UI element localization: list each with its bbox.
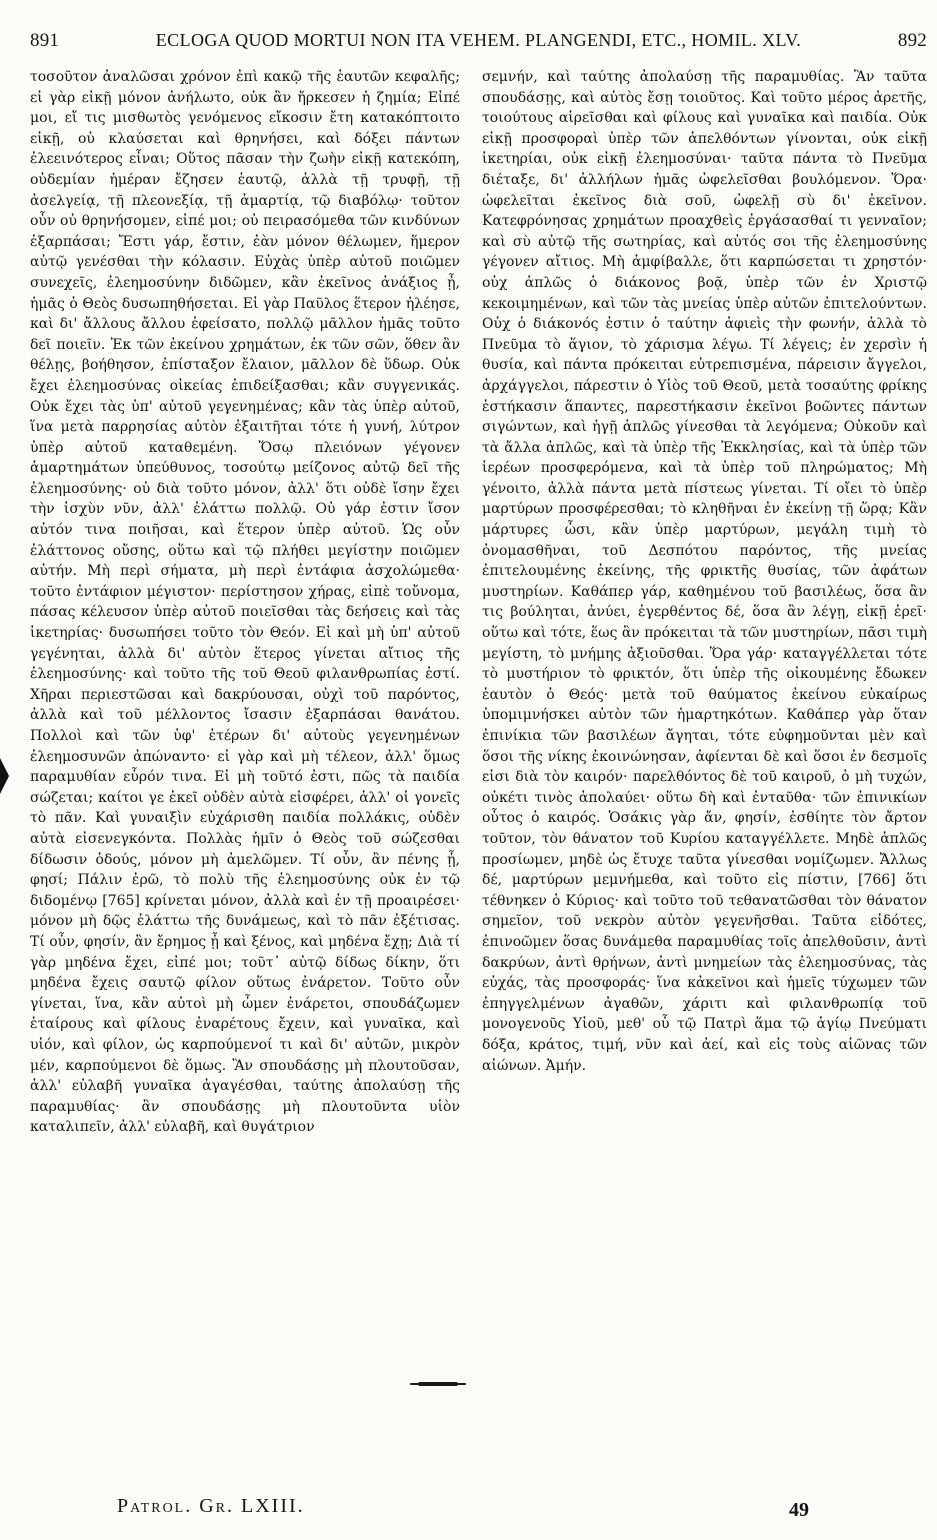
column-right-text: σεμνήν, καὶ ταύτης ἀπολαύσῃ τῆς παραμυθίας. Ἂν ταῦτα σπουδάσῃς, καὶ αὐτὸς ἔσῃ τοιοῦτος. Καὶ τοῦτο μέρος ἀρετῆς, τοιούτους αἱρεῖσθαι καὶ φίλους καὶ γυναῖκα καὶ παιδία. Οὐκ εἰκῇ προσφοραὶ ὑπὲρ τῶν ἀπελθόντων γίνονται, οὐκ εἰκῇ ἱκετηρίαι, οὐκ εἰκῇ ἐλεημοσύναι· ταῦτα πάντα τὸ Πνεῦμα διέταξε, δι' ἀλλήλων ἡμᾶς ὠφελεῖσθαι βουλόμενον. Ὅρα· ὠφελεῖται ἐκεῖνος διὰ σοῦ, ὠφελῇ σὺ δι' ἐκεῖνον. Κατεφρόνησας χρημάτων προαχθεὶς ἐργάσασθαί τι γενναῖον; καὶ σὺ αὐτῷ τῆς σωτηρίας, καὶ αὐτός σοι τῆς ἐλεημοσύνης γέγονεν αἴτιος. Μὴ ἀμφίβαλλε, ὅτι καρπώσεται τι χρηστόν· οὐχ ἁπλῶς ὁ διάκονος βοᾷ, ὑπὲρ τῶν ἐν Χριστῷ κεκοιμημένων, καὶ τῶν τὰς μνείας ὑπὲρ αὐτῶν ἐπιτελούντων. Οὐχ ὁ διάκονός ἐστιν ὁ ταύτην ἀφιεὶς τὴν φωνήν, ἀλλὰ τὸ Πνεῦμα τὸ ἅγιον, τὸ χάρισμα λέγω. Τί λέγεις; ἐν χερσὶν ἡ θυσία, καὶ πάντα πρόκειται εὐτρεπισμένα, πάρεισιν ἄγγελοι, ἀρχάγγελοι, πάρεστιν ὁ Υἱὸς τοῦ Θεοῦ, μετὰ τοσαύτης φρίκης ἑστήκασιν ἅπαντες, παρεστήκασιν ἐκεῖνοι βοῶντες πάντων σιγώντων, καὶ ἡγῇ ἁπλῶς γίνεσθαι τὰ λεγόμενα; Οὐκοῦν καὶ τὰ ἄλλα ἁπλῶς, καὶ τὰ ὑπὲρ τῆς Ἐκκλησίας, καὶ τὰ ὑπὲρ τῶν ἱερέων προσφερόμενα, καὶ τὰ ὑπὲρ τοῦ πληρώματος; Μὴ γένοιτο, ἀλλὰ πάντα μετὰ πίστεως γίνεται. Τί οἴει τὸ ὑπὲρ μαρτύρων προσφέρεσθαι; τὸ κληθῆναι ἐν ἐκείνῃ τῇ ὥρᾳ; Κἂν μάρτυρες ὦσι, κἂν ὑπὲρ μαρτύρων, μεγάλη τιμὴ τὸ ὀνομασθῆναι, τοῦ Δεσπότου παρόντος, τῆς μνείας ἐπιτελουμένης ἐκείνης, τῆς φρικτῆς θυσίας, τῶν ἀφάτων μυστηρίων. Καθάπερ γάρ, καθημένου τοῦ βασιλέως, ὅσα ἂν τις βούληται, ἀνύει, ἐγερθέντος δέ, ὅσα ἂν λέγῃ, εἰκῇ ἐρεῖ· οὕτω καὶ τότε, ἕως ἂν πρόκειται τὰ τῶν μυστηρίων, πᾶσι τιμὴ μεγίστη, τὸ μνήμης ἀξιοῦσθαι. Ὅρα γάρ· καταγγέλλεται τότε τὸ μυστήριον τὸ φρικτόν, ὅτι ὑπὲρ τῆς οἰκουμένης ἔδωκεν ἑαυτὸν ὁ Θεός· μετὰ τοῦ θαύματος ἐκείνου εὐκαίρως ὑπομιμνήσκει αὐτὸν τῶν ἡμαρτηκότων. Καθάπερ γὰρ ὅταν ἐπινίκια τῶν βασιλέων ἄγηται, τότε εὐφημοῦνται μὲν καὶ ὅσοι τῆς νίκης ἐκοινώνησαν, ἀφίενται δὲ καὶ ὅσοι ἐν δεσμοῖς εἰσι διὰ τὸν καιρόν· παρελθόντος δὲ τοῦ καιροῦ, ὁ μὴ τυχών, οὐκέτι τινὸς ἀπολαύει· οὕτω δὴ καὶ ἐνταῦθα· τῶν ἐπινικίων οὗτος ὁ καιρός. Ὁσάκις γὰρ ἄν, φησίν, ἐσθίητε τὸν ἄρτον τοῦτον, τὸν θάνατον τοῦ Κυρίου καταγγέλλετε. Μηδὲ ἁπλῶς προσίωμεν, μηδὲ ὡς ἔτυχε ταῦτα γίνεσθαι νομίζωμεν. Ἄλλως δέ, μαρτύρων μεμνήμεθα, καὶ τοῦτο εἰς πίστιν, [766] ὅτι τέθνηκεν ὁ Κύριος· καὶ τοῦτο τοῦ τεθανατῶσθαι τὸν θάνατον σημεῖον, τοῦ νεκρὸν αὐτὸν γεγενῆσθαι. Ταῦτα εἰδότες, ἐπινοῶμεν ὅσας δυνάμεθα παραμυθίας τοῖς ἀπελθοῦσιν, ἀντὶ δακρύων, ἀντὶ θρήνων, ἀντὶ μνημείων τὰς ἐλεημοσύνας, τὰς εὐχάς, τὰς προσφοράς· ἵνα κἀκεῖνοι καὶ ἡμεῖς τύχωμεν τῶν ἐπηγγελμένων ἀγαθῶν, χάριτι καὶ φιλανθρωπίᾳ τοῦ μονογενοῦς Υἱοῦ, μεθ' οὗ τῷ Πατρὶ ἅμα τῷ ἁγίῳ Πνεύματι δόξα, κράτος, τιμή, νῦν καὶ ἀεί, καὶ εἰς τοὺς αἰῶνας τῶν αἰώνων. Ἀμήν.	[482, 69, 927, 1074]
volume-footer: Patrol. Gr. LXIII.	[117, 1495, 305, 1517]
page-number-right: 892	[897, 30, 927, 51]
margin-arrow-icon	[0, 758, 9, 794]
text-column-right	[482, 67, 927, 1372]
running-title: ECLOGA QUOD MORTUI NON ITA VEHEM. PLANGENDI, ETC., HOMIL. XLV.	[155, 30, 802, 50]
text-column-left	[30, 67, 460, 1372]
end-ornament	[410, 1383, 466, 1389]
running-header	[30, 30, 927, 60]
page-number-left: 891	[30, 30, 60, 51]
signature-number: 49	[789, 1499, 809, 1521]
column-left-text: τοσοῦτον ἀναλῶσαι χρόνον ἐπὶ κακῷ τῆς ἑαυτῶν κεφαλῆς; εἰ γὰρ εἰκῇ μόνον ἀνήλωτο, οὐκ ἂν ἤρκεσεν ἡ ζημία; Εἰπέ μοι, εἴ τις μισθωτὸς γενόμενος εἴκοσιν ἔτη κατακόπτοιτο εἰκῇ, οὐ κλαύσεται καὶ θρηνήσει, καὶ δόξει πάντων ἐλεεινότερος εἶναι; Οὕτος πᾶσαν τὴν ζωὴν εἰκῇ κατεκόπη, οὐδεμίαν ἡμέραν ἔζησεν ἑαυτῷ, ἀλλὰ τῇ τρυφῇ, τῇ ἀσελγείᾳ, τῇ πλεονεξίᾳ, τῇ ἁμαρτίᾳ, τῷ διαβόλῳ· τοῦτον οὖν οὐ θρηνήσομεν, εἰπέ μοι; οὐ πειρασόμεθα τῶν κινδύνων ἐξαρπάσαι; Ἔστι γάρ, ἔστιν, ἐὰν μόνον θέλωμεν, ἥμερον αὐτῷ γενέσθαι τὴν κόλασιν. Εὐχὰς ὑπὲρ αὐτοῦ ποιῶμεν συνεχεῖς, ἐλεημοσύνην διδῶμεν, κἂν ἐκεῖνος ἀνάξιος ᾖ, ἡμᾶς ὁ Θεὸς δυσωπηθήσεται. Εἰ γὰρ Παῦλος ἕτερον ἠλέησε, καὶ δι' ἄλλους ἄλλου ἐφείσατο, πολλῷ μᾶλλον ἡμᾶς τοῦτο δεῖ ποιεῖν. Ἐκ τῶν ἐκείνου χρημάτων, ἐκ τῶν σῶν, ὅθεν ἂν θέλῃς, βοήθησον, ἐπίσταξον ἔλαιον, μᾶλλον δὲ ὕδωρ. Οὐκ ἔχει ἐλεημοσύνας οἰκείας ἐπιδείξασθαι; κἂν συγγενικάς. Οὐκ ἔχει τὰς ὑπ' αὐτοῦ γεγενημένας; κἂν τὰς ὑπὲρ αὐτοῦ, ἵνα μετὰ παρρησίας αὐτὸν ἐξαιτῆται τότε ἡ γυνή, λύτρον ὑπὲρ αὐτοῦ καταθεμένη. Ὅσῳ πλειόνων γέγονεν ἁμαρτημάτων ὑπεύθυνος, τοσούτῳ μείζονος αὐτῷ δεῖ τῆς ἐλεημοσύνης· οὐ διὰ τοῦτο μόνον, ἀλλ' ὅτι οὐδὲ ἴσην ἔχει τὴν ἰσχὺν νῦν, ἀλλ' ἐλάττω πολλῷ. Οὐ γάρ ἐστιν ἴσον αὐτόν τινα ποιῆσαι, καὶ ἕτερον ὑπὲρ αὐτοῦ. Ὡς οὖν ἐλάττονος οὔσης, οὕτω καὶ τῷ πλήθει μεγίστην ποιῶμεν αὐτήν. Μὴ περὶ σήματα, μὴ περὶ ἐντάφια ἀσχολώμεθα· τοῦτο ἐντάφιον μέγιστον· περίστησον χήρας, εἰπὲ τοὔνομα, πάσας κέλευσον ὑπὲρ αὐτοῦ ποιεῖσθαι τὰς δεήσεις καὶ τὰς ἱκετηρίας· δυσωπήσει τοῦτο τὸν Θεόν. Εἰ καὶ μὴ ὑπ' αὐτοῦ γεγένηται, ἀλλὰ δι' αὐτὸν ἕτερος γίνεται αἴτιος τῆς ἐλεημοσύνης· καὶ τοῦτο τῆς τοῦ Θεοῦ φιλανθρωπίας ἐστί. Χῆραι περιεστῶσαι καὶ δακρύουσαι, οὐχὶ τοῦ παρόντος, ἀλλὰ καὶ τοῦ μέλλοντος ἴσασιν ἐξαρπάσαι θανάτου. Πολλοὶ καὶ τῶν ὑφ' ἑτέρων δι' αὐτοὺς γεγενημένων ἐλεημοσυνῶν ἀπώναντο· εἰ γὰρ καὶ μὴ τέλεον, ἀλλ' ὅμως παραμυθίαν εὗρόν τινα. Εἰ μὴ τοῦτό ἐστι, πῶς τὰ παιδία σώζεται; καίτοι γε ἐκεῖ οὐδὲν αὐτὰ εἰσφέρει, ἀλλ' οἱ γονεῖς τὸ πᾶν. Καὶ γυναιξὶν εὐχάρισθη παιδία πολλάκις, οὐδὲν αὐτὰ εἰσενεγκόντα. Πολλὰς ἡμῖν ὁ Θεὸς τοῦ σώζεσθαι δίδωσιν ὁδούς, μόνον μὴ ἀμελῶμεν. Τί οὖν, ἂν πένης ᾖ, φησί; Πάλιν ἐρῶ, τὸ πολὺ τῆς ἐλεημοσύνης οὐκ ἐν τῷ διδομένῳ [765] κρίνεται μόνον, ἀλλὰ καὶ ἐν τῇ προαιρέσει· μόνον μὴ δῷς ἐλάττω τῆς δυνάμεως, καὶ τὸ πᾶν ἐξέτισας. Τί οὖν, φησίν, ἂν ἔρημος ᾖ καὶ ξένος, καὶ μηδένα ἔχῃ; Διὰ τί γὰρ μηδένα ἔχει, εἰπέ μοι; τοῦτ᾽ αὐτῷ δίδως δίκην, ὅτι μηδένα ἔχεις σαυτῷ φίλον οὕτως ἐνάρετον. Τοῦτο οὖν γίνεται, ἵνα, κἂν αὐτοὶ μὴ ὦμεν ἐνάρετοι, σπουδάζωμεν ἑταίρους καὶ φίλους ἐναρέτους ἔχειν, καὶ γυναῖκα, καὶ υἱόν, καὶ φίλον, ὡς καρπούμενοί τι καὶ δι' αὐτῶν, μικρὸν μέν, καρπούμενοι δὲ ὅμως. Ἂν σπουδάσῃς μὴ πλουτοῦσαν, ἀλλ' εὐλαβῆ γυναῖκα ἀγαγέσθαι, ταύτης ἀπολαύσῃ τῆς παραμυθίας· ἂν σπουδάσῃς μὴ πλουτοῦντα υἱὸν καταλιπεῖν, ἀλλ' εὐλαβῆ, καὶ θυγάτριον	[30, 69, 460, 1136]
